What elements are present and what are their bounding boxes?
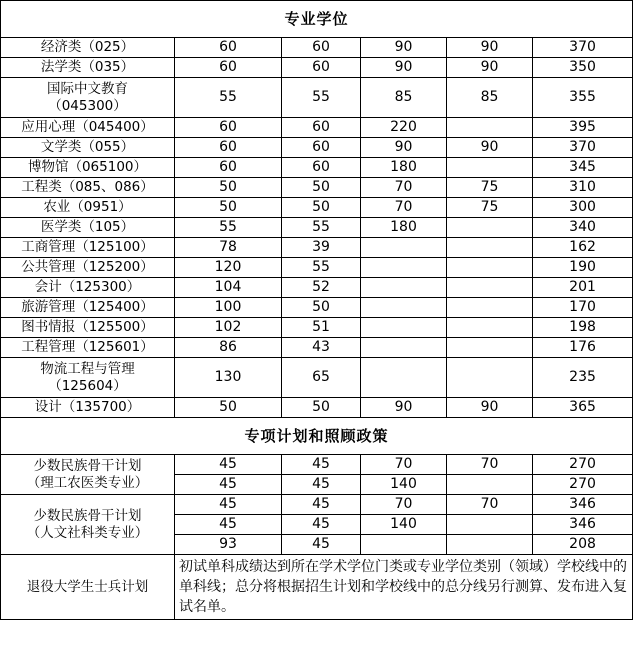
category-name: 工程类（085、086） bbox=[1, 178, 175, 198]
category-name: 公共管理（125200） bbox=[1, 258, 175, 278]
table-row bbox=[1, 338, 633, 358]
score-cell: 60 bbox=[282, 118, 361, 138]
score-cell: 70 bbox=[361, 178, 447, 198]
plan-name-line1: 少数民族骨干计划 bbox=[33, 457, 142, 474]
score-cell: 55 bbox=[175, 78, 282, 118]
score-cell: 50 bbox=[175, 398, 282, 418]
score-cell: 60 bbox=[282, 38, 361, 58]
score-cell: 45 bbox=[282, 495, 361, 515]
score-cell: 90 bbox=[361, 38, 447, 58]
score-cell bbox=[361, 258, 447, 278]
table-row bbox=[1, 318, 633, 338]
score-cell: 60 bbox=[282, 158, 361, 178]
score-cell: 270 bbox=[533, 455, 633, 475]
score-cell: 346 bbox=[533, 515, 633, 535]
score-cell: 346 bbox=[533, 495, 633, 515]
score-cell: 78 bbox=[175, 238, 282, 258]
score-cell bbox=[447, 358, 533, 398]
score-cell: 365 bbox=[533, 398, 633, 418]
score-cell bbox=[447, 515, 533, 535]
score-cell: 180 bbox=[361, 158, 447, 178]
score-cell: 70 bbox=[447, 455, 533, 475]
score-cell: 90 bbox=[361, 58, 447, 78]
score-cell: 176 bbox=[533, 338, 633, 358]
score-cell bbox=[361, 535, 447, 555]
score-cell bbox=[447, 118, 533, 138]
table-row bbox=[1, 158, 633, 178]
score-cell: 130 bbox=[175, 358, 282, 398]
table-row bbox=[1, 118, 633, 138]
table-row bbox=[1, 258, 633, 278]
score-cell: 39 bbox=[282, 238, 361, 258]
score-cell bbox=[447, 258, 533, 278]
score-cell: 75 bbox=[447, 198, 533, 218]
score-cell: 45 bbox=[175, 495, 282, 515]
category-name: 博物馆（065100） bbox=[1, 158, 175, 178]
score-cell: 55 bbox=[282, 218, 361, 238]
plan-name-line2: （人文社科类专业） bbox=[26, 524, 149, 541]
table-row bbox=[1, 298, 633, 318]
category-name bbox=[1, 78, 175, 118]
score-cell bbox=[361, 298, 447, 318]
score-cell bbox=[447, 338, 533, 358]
score-cell: 180 bbox=[361, 218, 447, 238]
score-cell: 90 bbox=[447, 38, 533, 58]
table-row bbox=[1, 238, 633, 258]
score-cell: 190 bbox=[533, 258, 633, 278]
score-cell: 300 bbox=[533, 198, 633, 218]
score-cell: 70 bbox=[447, 495, 533, 515]
score-cell: 90 bbox=[361, 138, 447, 158]
table-row bbox=[1, 278, 633, 298]
score-cell: 50 bbox=[282, 398, 361, 418]
score-cell: 45 bbox=[175, 455, 282, 475]
score-cell: 355 bbox=[533, 78, 633, 118]
score-cell bbox=[447, 218, 533, 238]
category-name: 旅游管理（125400） bbox=[1, 298, 175, 318]
score-cell: 60 bbox=[175, 158, 282, 178]
score-cell: 45 bbox=[282, 455, 361, 475]
category-name: 医学类（105） bbox=[1, 218, 175, 238]
plan-name-line2: （理工农医类专业） bbox=[26, 474, 149, 491]
score-cell: 85 bbox=[447, 78, 533, 118]
score-cell: 52 bbox=[282, 278, 361, 298]
category-name: 设计（135700） bbox=[1, 398, 175, 418]
score-cell: 370 bbox=[533, 38, 633, 58]
category-name-line1: 国际中文教育 bbox=[47, 80, 128, 97]
score-cell: 70 bbox=[361, 495, 447, 515]
score-cell: 104 bbox=[175, 278, 282, 298]
score-cell: 201 bbox=[533, 278, 633, 298]
category-name: 法学类（035） bbox=[1, 58, 175, 78]
table-row bbox=[1, 455, 633, 475]
table-row bbox=[1, 58, 633, 78]
plan-note: 初试单科成绩达到所在学术学位门类或专业学位类别（领域）学校线中的单科线；总分将根据招生计划和学校线中的总分线另行测算、发布进入复试名单。 bbox=[175, 555, 633, 620]
category-name: 会计（125300） bbox=[1, 278, 175, 298]
plan-name: 退役大学生士兵计划 bbox=[1, 555, 175, 620]
score-cell: 270 bbox=[533, 475, 633, 495]
score-cell bbox=[447, 298, 533, 318]
score-cell: 235 bbox=[533, 358, 633, 398]
score-cell bbox=[361, 338, 447, 358]
category-name: 应用心理（045400） bbox=[1, 118, 175, 138]
score-cell: 55 bbox=[282, 258, 361, 278]
score-cell: 198 bbox=[533, 318, 633, 338]
score-cell bbox=[447, 238, 533, 258]
score-cell: 60 bbox=[175, 58, 282, 78]
score-cell: 90 bbox=[447, 398, 533, 418]
score-cell: 170 bbox=[533, 298, 633, 318]
score-cell: 310 bbox=[533, 178, 633, 198]
score-cell bbox=[447, 158, 533, 178]
score-cell: 340 bbox=[533, 218, 633, 238]
score-cell: 395 bbox=[533, 118, 633, 138]
table-row bbox=[1, 398, 633, 418]
score-cell bbox=[361, 278, 447, 298]
category-name-line2: （045300） bbox=[48, 97, 127, 114]
score-cell: 93 bbox=[175, 535, 282, 555]
score-cell: 70 bbox=[361, 455, 447, 475]
category-name: 经济类（025） bbox=[1, 38, 175, 58]
score-cell: 60 bbox=[175, 118, 282, 138]
score-cell: 45 bbox=[282, 475, 361, 495]
score-cell bbox=[361, 358, 447, 398]
score-cell: 90 bbox=[361, 398, 447, 418]
table-row bbox=[1, 198, 633, 218]
plan-name bbox=[1, 495, 175, 555]
score-cell: 140 bbox=[361, 475, 447, 495]
score-cell: 90 bbox=[447, 138, 533, 158]
table-row bbox=[1, 138, 633, 158]
score-cell: 140 bbox=[361, 515, 447, 535]
table-row bbox=[1, 178, 633, 198]
score-cell: 102 bbox=[175, 318, 282, 338]
score-cell: 60 bbox=[282, 58, 361, 78]
score-cell: 51 bbox=[282, 318, 361, 338]
score-cell: 43 bbox=[282, 338, 361, 358]
category-name: 工程管理（125601） bbox=[1, 338, 175, 358]
table-row bbox=[1, 78, 633, 118]
score-cell: 85 bbox=[361, 78, 447, 118]
table-row bbox=[1, 358, 633, 398]
category-name: 工商管理（125100） bbox=[1, 238, 175, 258]
score-cell: 120 bbox=[175, 258, 282, 278]
category-name bbox=[1, 358, 175, 398]
category-name-line1: 物流工程与管理 bbox=[40, 360, 135, 377]
score-cell: 345 bbox=[533, 158, 633, 178]
category-name: 图书情报（125500） bbox=[1, 318, 175, 338]
score-cell: 220 bbox=[361, 118, 447, 138]
score-cell: 350 bbox=[533, 58, 633, 78]
table-row bbox=[1, 495, 633, 515]
score-cell: 65 bbox=[282, 358, 361, 398]
score-cell: 90 bbox=[447, 58, 533, 78]
score-cell: 60 bbox=[282, 138, 361, 158]
score-cell: 86 bbox=[175, 338, 282, 358]
plan-name-line1: 少数民族骨干计划 bbox=[33, 507, 142, 524]
score-cell: 162 bbox=[533, 238, 633, 258]
score-cell: 208 bbox=[533, 535, 633, 555]
score-cell: 100 bbox=[175, 298, 282, 318]
score-cell: 60 bbox=[175, 38, 282, 58]
score-cell bbox=[447, 318, 533, 338]
score-cell: 55 bbox=[175, 218, 282, 238]
section-header-special: 专项计划和照顾政策 bbox=[1, 418, 633, 455]
category-name-line2: （125604） bbox=[48, 377, 127, 394]
table-row bbox=[1, 218, 633, 238]
table-row bbox=[1, 555, 633, 620]
score-cell: 45 bbox=[175, 475, 282, 495]
score-cell: 70 bbox=[361, 198, 447, 218]
score-cell bbox=[447, 535, 533, 555]
score-cell: 75 bbox=[447, 178, 533, 198]
category-name: 农业（0951） bbox=[1, 198, 175, 218]
score-cell: 50 bbox=[175, 178, 282, 198]
score-cell: 50 bbox=[175, 198, 282, 218]
score-cell: 45 bbox=[282, 515, 361, 535]
score-cell bbox=[447, 278, 533, 298]
category-name: 文学类（055） bbox=[1, 138, 175, 158]
section-header-professional: 专业学位 bbox=[1, 1, 633, 38]
score-cell bbox=[361, 318, 447, 338]
score-cell: 45 bbox=[175, 515, 282, 535]
table-row bbox=[1, 38, 633, 58]
score-cell: 60 bbox=[175, 138, 282, 158]
score-cell: 50 bbox=[282, 178, 361, 198]
score-cell bbox=[361, 238, 447, 258]
score-cell: 50 bbox=[282, 298, 361, 318]
score-cell: 50 bbox=[282, 198, 361, 218]
score-cell: 45 bbox=[282, 535, 361, 555]
plan-name bbox=[1, 455, 175, 495]
score-cell: 370 bbox=[533, 138, 633, 158]
score-cell: 55 bbox=[282, 78, 361, 118]
score-cell bbox=[447, 475, 533, 495]
